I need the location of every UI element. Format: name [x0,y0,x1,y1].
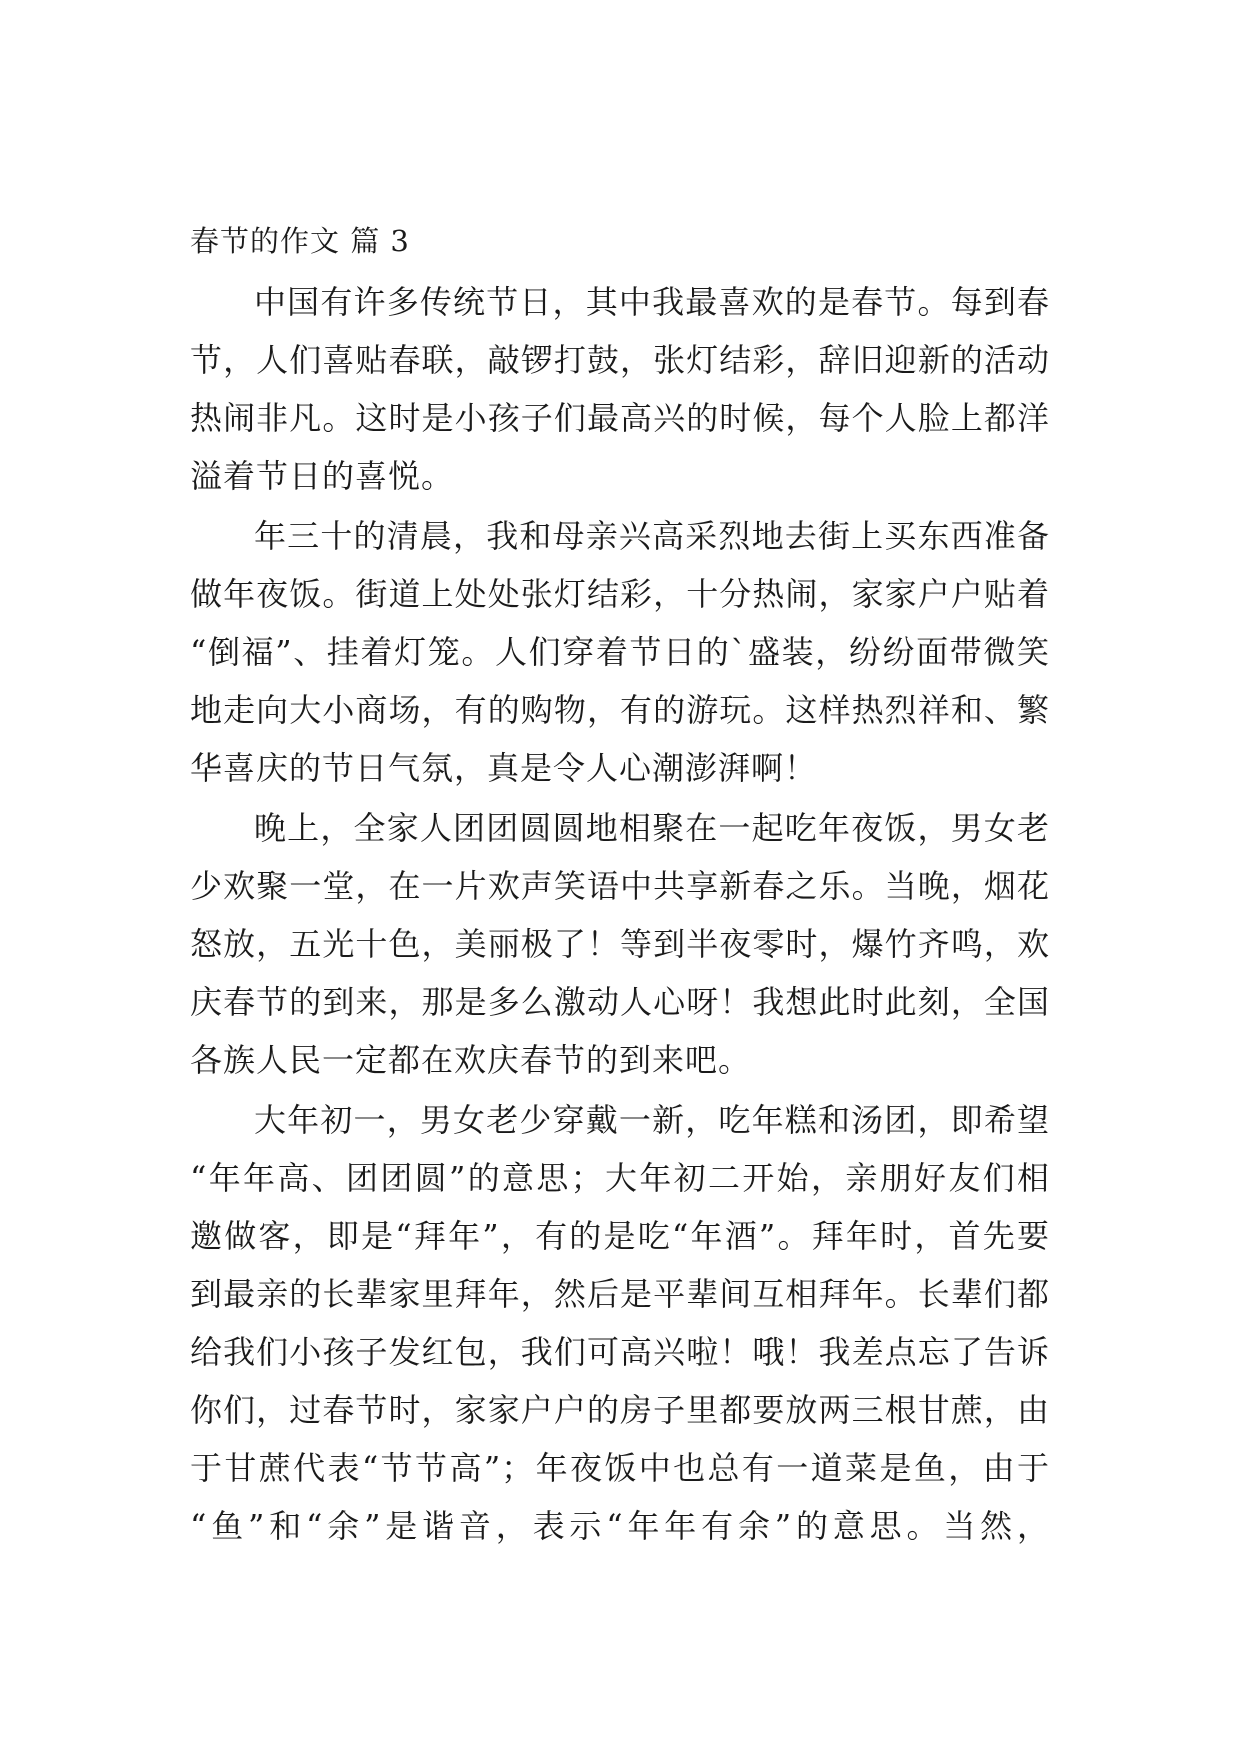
paragraph-line: 给我们小孩子发红包，我们可高兴啦！哦！我差点忘了告诉 [190,1333,1050,1371]
paragraph-line: 地走向大小商场，有的购物，有的游玩。这样热烈祥和、繁 [190,691,1050,729]
paragraph-line: “年年高、团团圆”的意思；大年初二开始，亲朋好友们相 [190,1159,1050,1197]
paragraph-line: 中国有许多传统节日，其中我最喜欢的是春节。每到春 [254,283,1050,321]
paragraph-line: 怒放，五光十色，美丽极了！等到半夜零时，爆竹齐鸣，欢 [190,925,1050,963]
paragraph-line: 你们，过春节时，家家户户的房子里都要放两三根甘蔗，由 [190,1391,1050,1429]
paragraph-line: 华喜庆的节日气氛，真是令人心潮澎湃啊！ [190,749,818,787]
paragraph-line: 大年初一，男女老少穿戴一新，吃年糕和汤团，即希望 [254,1101,1050,1139]
essay-title: 春节的作文 篇 3 [190,224,410,258]
paragraph-line: 邀做客，即是“拜年”，有的是吃“年酒”。拜年时，首先要 [190,1217,1050,1255]
paragraph-line: 晚上，全家人团团圆圆地相聚在一起吃年夜饭，男女老 [254,809,1050,847]
paragraph-line: 少欢聚一堂，在一片欢声笑语中共享新春之乐。当晚，烟花 [190,867,1050,905]
paragraph-line: 热闹非凡。这时是小孩子们最高兴的时候，每个人脸上都洋 [190,399,1050,437]
paragraph-line: “倒福”、挂着灯笼。人们穿着节日的`盛装，纷纷面带微笑 [190,633,1050,671]
paragraph-line: 做年夜饭。街道上处处张灯结彩，十分热闹，家家户户贴着 [190,575,1050,613]
paragraph-line: 年三十的清晨，我和母亲兴高采烈地去街上买东西准备 [254,517,1050,555]
paragraph-line: 各族人民一定都在欢庆春节的到来吧。 [190,1041,752,1079]
paragraph-line: “鱼”和“余”是谐音，表示“年年有余”的意思。当然， [190,1507,1050,1545]
paragraph-line: 溢着节日的喜悦。 [190,457,455,495]
paragraph-line: 到最亲的长辈家里拜年，然后是平辈间互相拜年。长辈们都 [190,1275,1050,1313]
paragraph-line: 于甘蔗代表“节节高”；年夜饭中也总有一道菜是鱼，由于 [190,1449,1050,1487]
paragraph-line: 庆春节的到来，那是多么激动人心呀！我想此时此刻，全国 [190,983,1050,1021]
paragraph-line: 节，人们喜贴春联，敲锣打鼓，张灯结彩，辞旧迎新的活动 [190,341,1050,379]
